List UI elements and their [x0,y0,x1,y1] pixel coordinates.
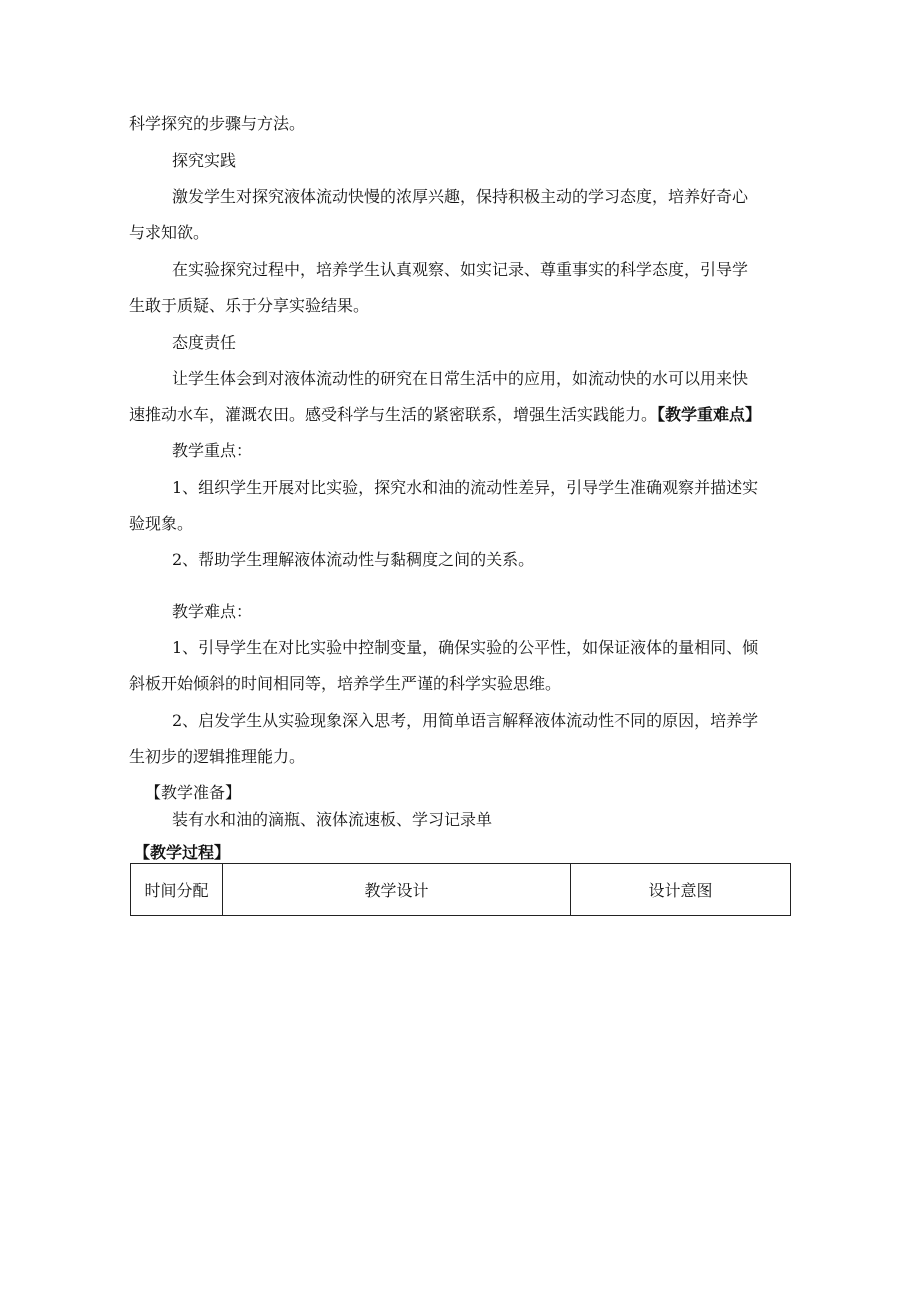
table-header-row [131,864,791,916]
heading-teaching-preparation: 【教学准备】 [145,783,242,802]
paragraph-line: 斜板开始倾斜的时间相同等，培养学生严谨的科学实验思维。 [129,674,562,693]
paragraph-line: 1、组织学生开展对比实验，探究水和油的流动性差异，引导学生准确观察并描述实 [172,478,759,497]
paragraph-line: 1、引导学生在对比实验中控制变量，确保实验的公平性，如保证液体的量相同、倾 [172,638,759,657]
paragraph-line: 激发学生对探究液体流动快慢的浓厚兴趣，保持积极主动的学习态度，培养好奇心 [172,187,749,206]
paragraph-line: 装有水和油的滴瓶、液体流速板、学习记录单 [172,810,493,829]
paragraph-line: 与求知欲。 [129,223,210,242]
table-header-intent: 设计意图 [571,864,791,916]
paragraph-line [129,405,761,425]
table-header-time: 时间分配 [131,864,223,916]
section-heading-attitude: 态度责任 [172,333,237,352]
teaching-process-table [130,863,791,916]
paragraph-line: 生初步的逻辑推理能力。 [129,747,306,766]
paragraph-line: 在实验探究过程中，培养学生认真观察、如实记录、尊重事实的科学态度，引导学 [172,260,749,279]
subheading-difficult-points: 教学难点： [172,602,253,621]
paragraph-line: 生敢于质疑、乐于分享实验结果。 [129,296,370,315]
table-header-design: 教学设计 [223,864,571,916]
subheading-key-points: 教学重点： [172,441,253,460]
paragraph-text: 速推动水车，灌溉农田。感受科学与生活的紧密联系，增强生活实践能力。 [129,405,658,424]
paragraph-line: 科学探究的步骤与方法。 [129,114,306,133]
section-heading-inquiry-practice: 探究实践 [172,151,237,170]
heading-teaching-process: 【教学过程】 [134,843,231,862]
heading-key-difficult-points: 【教学重难点】 [657,405,762,424]
paragraph-line: 验现象。 [129,514,194,533]
paragraph-line: 让学生体会到对液体流动性的研究在日常生活中的应用，如流动快的水可以用来快 [172,369,749,388]
paragraph-line: 2、启发学生从实验现象深入思考，用简单语言解释液体流动性不同的原因，培养学 [172,711,759,730]
paragraph-line: 2、帮助学生理解液体流动性与黏稠度之间的关系。 [172,550,535,569]
